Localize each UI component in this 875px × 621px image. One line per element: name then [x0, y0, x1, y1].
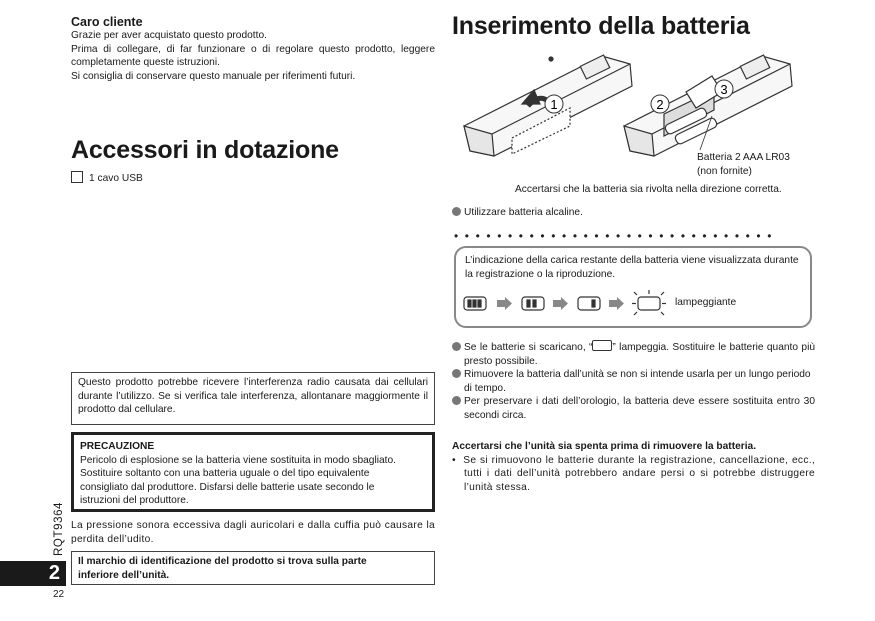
battery-type-label [697, 151, 817, 178]
battery-notes-list [452, 340, 815, 423]
battery-note-item [452, 395, 815, 422]
model-code: RQT9364 [53, 501, 65, 556]
battery-type-note: (non fornite) [697, 165, 752, 177]
page-number: 22 [53, 589, 65, 600]
bullet-icon [452, 342, 461, 351]
removal-warning-title: Accertarsi che l’unità sia spenta prima di rimuovere la batteria. [452, 441, 757, 452]
battery-empty-blinking-icon [632, 290, 666, 315]
battery-note-text: Se le batterie si scaricano, “ [464, 342, 593, 353]
arrow-right-icon [497, 297, 512, 310]
accessory-item [71, 171, 143, 186]
step-1-label: 1 [550, 97, 558, 112]
caution-text: Pericolo di esplosione se la batteria viene sostituita in modo sbagliato. Sostituire soltanto con una batteria uguale o del tipo equivalente consigliato dal produttore. Disfarsi delle batterie usate secondo le istruzioni del produttore. [80, 454, 396, 507]
battery-type-text: Batteria 2 AAA LR03 [697, 152, 790, 163]
accessory-item-label: 1 cavo USB [89, 173, 143, 184]
identification-box [71, 551, 435, 585]
charge-indicator-text: L’indicazione della carica restante della batteria viene visualizzata durante la registrazione o la riproduzione. [465, 255, 799, 280]
welcome-line: Prima di collegare, di far funzionare o di regolare questo prodotto, leggere completamente queste istruzioni. [71, 43, 435, 69]
section-number-tab: 2 [0, 561, 66, 586]
recorder-open-icon [624, 55, 792, 156]
removal-warning-text [452, 454, 815, 495]
step-2-label: 2 [656, 97, 664, 112]
welcome-line: Si consiglia di conservare questo manuale per riferimenti futuri. [71, 70, 356, 82]
battery-level-sequence [462, 290, 672, 318]
battery-note-text: ” lampeggia. Sostituire le batterie quanto più presto possibile. [464, 342, 816, 367]
battery-note-text: Rimuovere la batteria dall’unità se non si intende usarla per un lungo periodo di tempo. [464, 369, 811, 394]
welcome-line: Grazie per aver acquistato questo prodotto. [71, 30, 267, 41]
battery-title: Inserimento della batteria [452, 12, 750, 40]
interference-notice [71, 372, 435, 425]
arrow-right-icon [609, 297, 624, 310]
battery-note-item [452, 340, 815, 368]
sound-pressure-notice [71, 519, 435, 546]
orientation-note: Accertarsi che la batteria sia rivolta nella direzione corretta. [515, 184, 782, 195]
arrow-right-icon [553, 297, 568, 310]
battery-one-bar-icon [578, 297, 600, 310]
sound-pressure-text: La pressione sonora eccessiva dagli auricolari e dalla cuffia può causare la perdita dell’udito. [71, 520, 435, 545]
identification-text: Il marchio di identificazione del prodotto si trova sulla parte inferiore dell’unità. [78, 556, 367, 581]
alkaline-text: Utilizzare batteria alcaline. [464, 207, 583, 218]
alkaline-note [452, 206, 583, 220]
bullet-icon [452, 396, 461, 405]
bullet-icon [452, 207, 461, 216]
checkbox-icon [71, 171, 83, 183]
blinking-label: lampeggiante [675, 297, 737, 308]
caution-box [71, 432, 435, 512]
step-3-label: 3 [720, 82, 728, 97]
battery-two-bars-icon [522, 297, 544, 310]
battery-full-icon [464, 297, 486, 310]
bullet-icon [452, 369, 461, 378]
accessories-title: Accessori in dotazione [71, 136, 339, 164]
welcome-title: Caro cliente [71, 15, 143, 29]
removal-warning-body: Se si rimuovono le batterie durante la registrazione, cancellazione, ecc., tutti i dati dell’unità potrebbero andare persi o si potrebbe distruggere l’unità stessa. [463, 454, 815, 493]
caution-title: PRECAUZIONE [80, 441, 155, 452]
battery-empty-icon [592, 340, 612, 351]
battery-note-text: Per preservare i dati dell’orologio, la batteria deve essere sostituita entro 30 secondi circa. [464, 396, 815, 421]
dotted-separator: •••••••••••••••••••••••••••••• [454, 229, 779, 243]
interference-text: Questo prodotto potrebbe ricevere l’interferenza radio causata dai cellulari durante l’utilizzo. Se si verifica tale interferenza, allontanare maggiormente il prodotto dal cellulare. [78, 377, 428, 416]
removal-warning [452, 440, 815, 494]
battery-note-item [452, 368, 815, 395]
welcome-section [71, 15, 435, 83]
bullet-icon: • [452, 454, 464, 466]
